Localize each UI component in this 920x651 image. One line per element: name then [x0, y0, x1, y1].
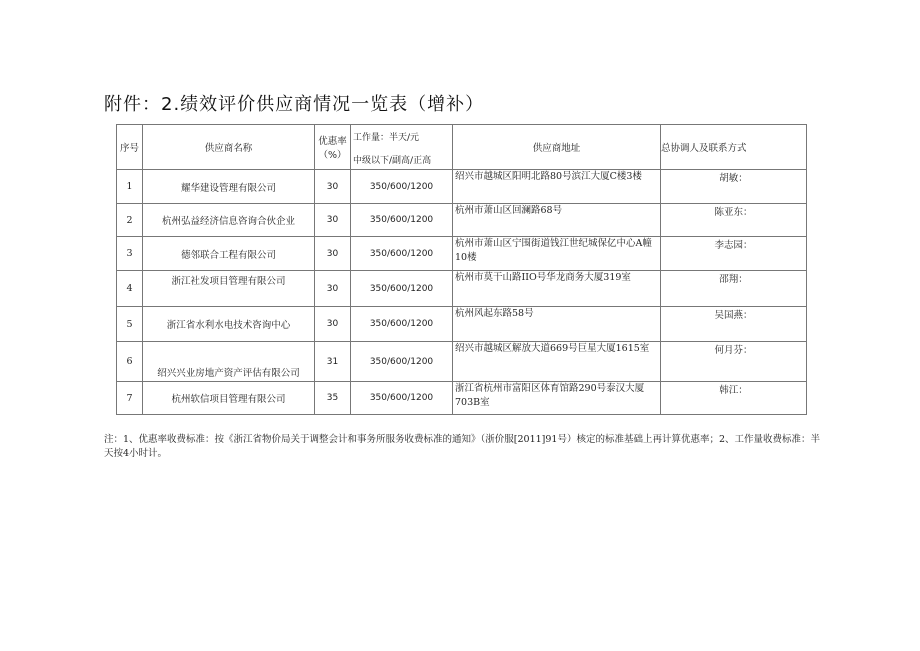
row-contact: 韩江：	[661, 382, 807, 415]
header-rate-line2: （%）	[318, 150, 347, 161]
row-work: 350/600/1200	[351, 204, 453, 237]
table-row	[117, 204, 807, 237]
header-rate-line1: 优惠率	[318, 136, 347, 147]
row-no: 7	[117, 382, 143, 415]
row-rate: 31	[315, 342, 351, 382]
row-work: 350/600/1200	[351, 170, 453, 204]
row-address: 绍兴市越城区解放大道669号巨星大厦1615室	[453, 342, 661, 382]
row-rate: 35	[315, 382, 351, 415]
row-work: 350/600/1200	[351, 382, 453, 415]
table-row	[117, 342, 807, 382]
row-no: 1	[117, 170, 143, 204]
row-contact: 吴国燕：	[661, 307, 807, 342]
row-rate: 30	[315, 307, 351, 342]
table-row	[117, 237, 807, 271]
header-work-line2: 中级以下/副高/正高	[353, 156, 432, 166]
row-name: 杭州软信项目管理有限公司	[143, 382, 315, 415]
table-row	[117, 307, 807, 342]
row-address: 浙江省杭州市富阳区体育馆路290号泰汉大厦703B室	[453, 382, 661, 415]
row-name: 浙江社发项目管理有限公司	[143, 271, 315, 307]
row-no: 3	[117, 237, 143, 271]
header-no: 序号	[117, 125, 143, 170]
row-name: 耀华建设管理有限公司	[143, 170, 315, 204]
row-address: 杭州市萧山区回澜路68号	[453, 204, 661, 237]
row-address: 杭州市莫干山路IIO号华龙商务大厦319室	[453, 271, 661, 307]
header-name: 供应商名称	[143, 125, 315, 170]
row-name: 德邻联合工程有限公司	[143, 237, 315, 271]
row-contact: 何月芬：	[661, 342, 807, 382]
row-rate: 30	[315, 170, 351, 204]
row-work: 350/600/1200	[351, 271, 453, 307]
row-rate: 30	[315, 204, 351, 237]
header-contact: 总协调人及联系方式	[661, 125, 807, 170]
footnote: 注：1、优惠率收费标准：按《浙江省物价局关于调整会计和事务所服务收费标准的通知》（浙价服[2011]91号）核定的标准基础上再计算优惠率；2、工作量收费标准：半天按4小时计。	[104, 434, 821, 459]
row-no: 4	[117, 271, 143, 307]
supplier-table	[116, 124, 807, 415]
row-address: 杭州市萧山区宁围街道钱江世纪城保亿中心A幢10楼	[453, 237, 661, 271]
row-work: 350/600/1200	[351, 307, 453, 342]
table-row	[117, 271, 807, 307]
row-no: 6	[117, 342, 143, 382]
row-no: 5	[117, 307, 143, 342]
row-address: 杭州风起东路58号	[453, 307, 661, 342]
table-row	[117, 382, 807, 415]
document-title: 附件：2.绩效评价供应商情况一览表（增补）	[104, 94, 485, 115]
header-address: 供应商地址	[453, 125, 661, 170]
row-contact: 胡敏：	[661, 170, 807, 204]
row-rate: 30	[315, 237, 351, 271]
row-name: 杭州弘益经济信息咨询合伙企业	[143, 204, 315, 237]
header-rate	[315, 125, 351, 170]
row-rate: 30	[315, 271, 351, 307]
header-work-line1: 工作量：半天/元	[353, 133, 420, 143]
row-address: 绍兴市越城区阳明北路80号滨江大厦C楼3楼	[453, 170, 661, 204]
header-work	[351, 125, 453, 170]
table-row	[117, 170, 807, 204]
row-contact: 李志园：	[661, 237, 807, 271]
row-no: 2	[117, 204, 143, 237]
row-work: 350/600/1200	[351, 237, 453, 271]
row-name: 绍兴兴业房地产资产评估有限公司	[143, 342, 315, 382]
row-work: 350/600/1200	[351, 342, 453, 382]
row-name: 浙江省水利水电技术咨询中心	[143, 307, 315, 342]
table-header-row	[117, 125, 807, 170]
row-contact: 邵翔：	[661, 271, 807, 307]
row-contact: 陈亚东：	[661, 204, 807, 237]
